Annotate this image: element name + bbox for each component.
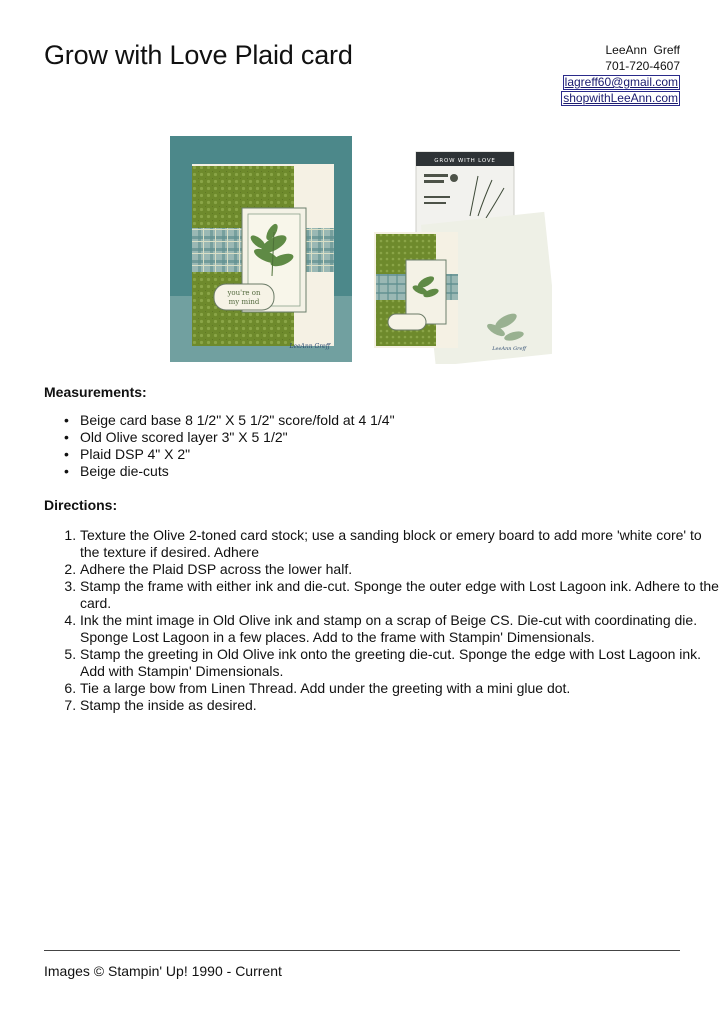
list-item: 7. Stamp the inside as desired. [80, 697, 720, 714]
contact-block [561, 42, 680, 106]
list-item: • Old Olive scored layer 3" X 5 1/2" [80, 429, 395, 446]
list-item: • Plaid DSP 4" X 2" [80, 446, 395, 463]
card-photo [170, 136, 352, 362]
card-greeting-line2: my mind [228, 298, 260, 306]
shop-link[interactable]: shopwithLeeAnn.com [563, 91, 678, 105]
page-title: Grow with Love Plaid card [44, 40, 353, 70]
footer-divider [44, 950, 680, 951]
directions-heading: Directions: [44, 497, 118, 513]
list-item: 4. Ink the mint image in Old Olive ink and stamp on a scrap of Beige CS. Die-cut with coordinating die. Sponge Lost Lagoon in a few places. Add to the frame with Stampin' Dimensionals. [80, 612, 720, 646]
list-item: 5. Stamp the greeting in Old Olive ink onto the greeting die-cut. Sponge the edge with Lost Lagoon ink. Add with Stampin' Dimensionals. [80, 646, 720, 680]
stamp-set-photo [366, 136, 552, 364]
list-item: 6. Tie a large bow from Linen Thread. Add under the greeting with a mini glue dot. [80, 680, 720, 697]
watermark-logo-2: LeeAnn Greff [492, 346, 526, 352]
directions-list [44, 527, 720, 714]
list-item: 3. Stamp the frame with either ink and die-cut. Sponge the outer edge with Lost Lagoon ink. Adhere to the card. [80, 578, 720, 612]
contact-phone: 701-720-4607 [605, 59, 680, 73]
measurements-list [44, 412, 395, 480]
card-greeting-line1: you're on [227, 289, 261, 297]
list-item: 2. Adhere the Plaid DSP across the lower half. [80, 561, 720, 578]
stamp-set-title: GROW WITH LOVE [434, 158, 496, 164]
footer-copyright: Images © Stampin' Up! 1990 - Current [44, 963, 282, 979]
list-item: • Beige die-cuts [80, 463, 395, 480]
measurements-heading: Measurements: [44, 384, 147, 400]
contact-name: LeeAnn Greff [605, 43, 680, 57]
list-item: • Beige card base 8 1/2" X 5 1/2" score/fold at 4 1/4" [80, 412, 395, 429]
list-item: 1. Texture the Olive 2-toned card stock; use a sanding block or emery board to add more 'white core' to the texture if desired. Adhere [80, 527, 720, 561]
email-link[interactable]: lagreff60@gmail.com [564, 75, 678, 89]
watermark-logo: LeeAnn Greff [289, 343, 330, 350]
